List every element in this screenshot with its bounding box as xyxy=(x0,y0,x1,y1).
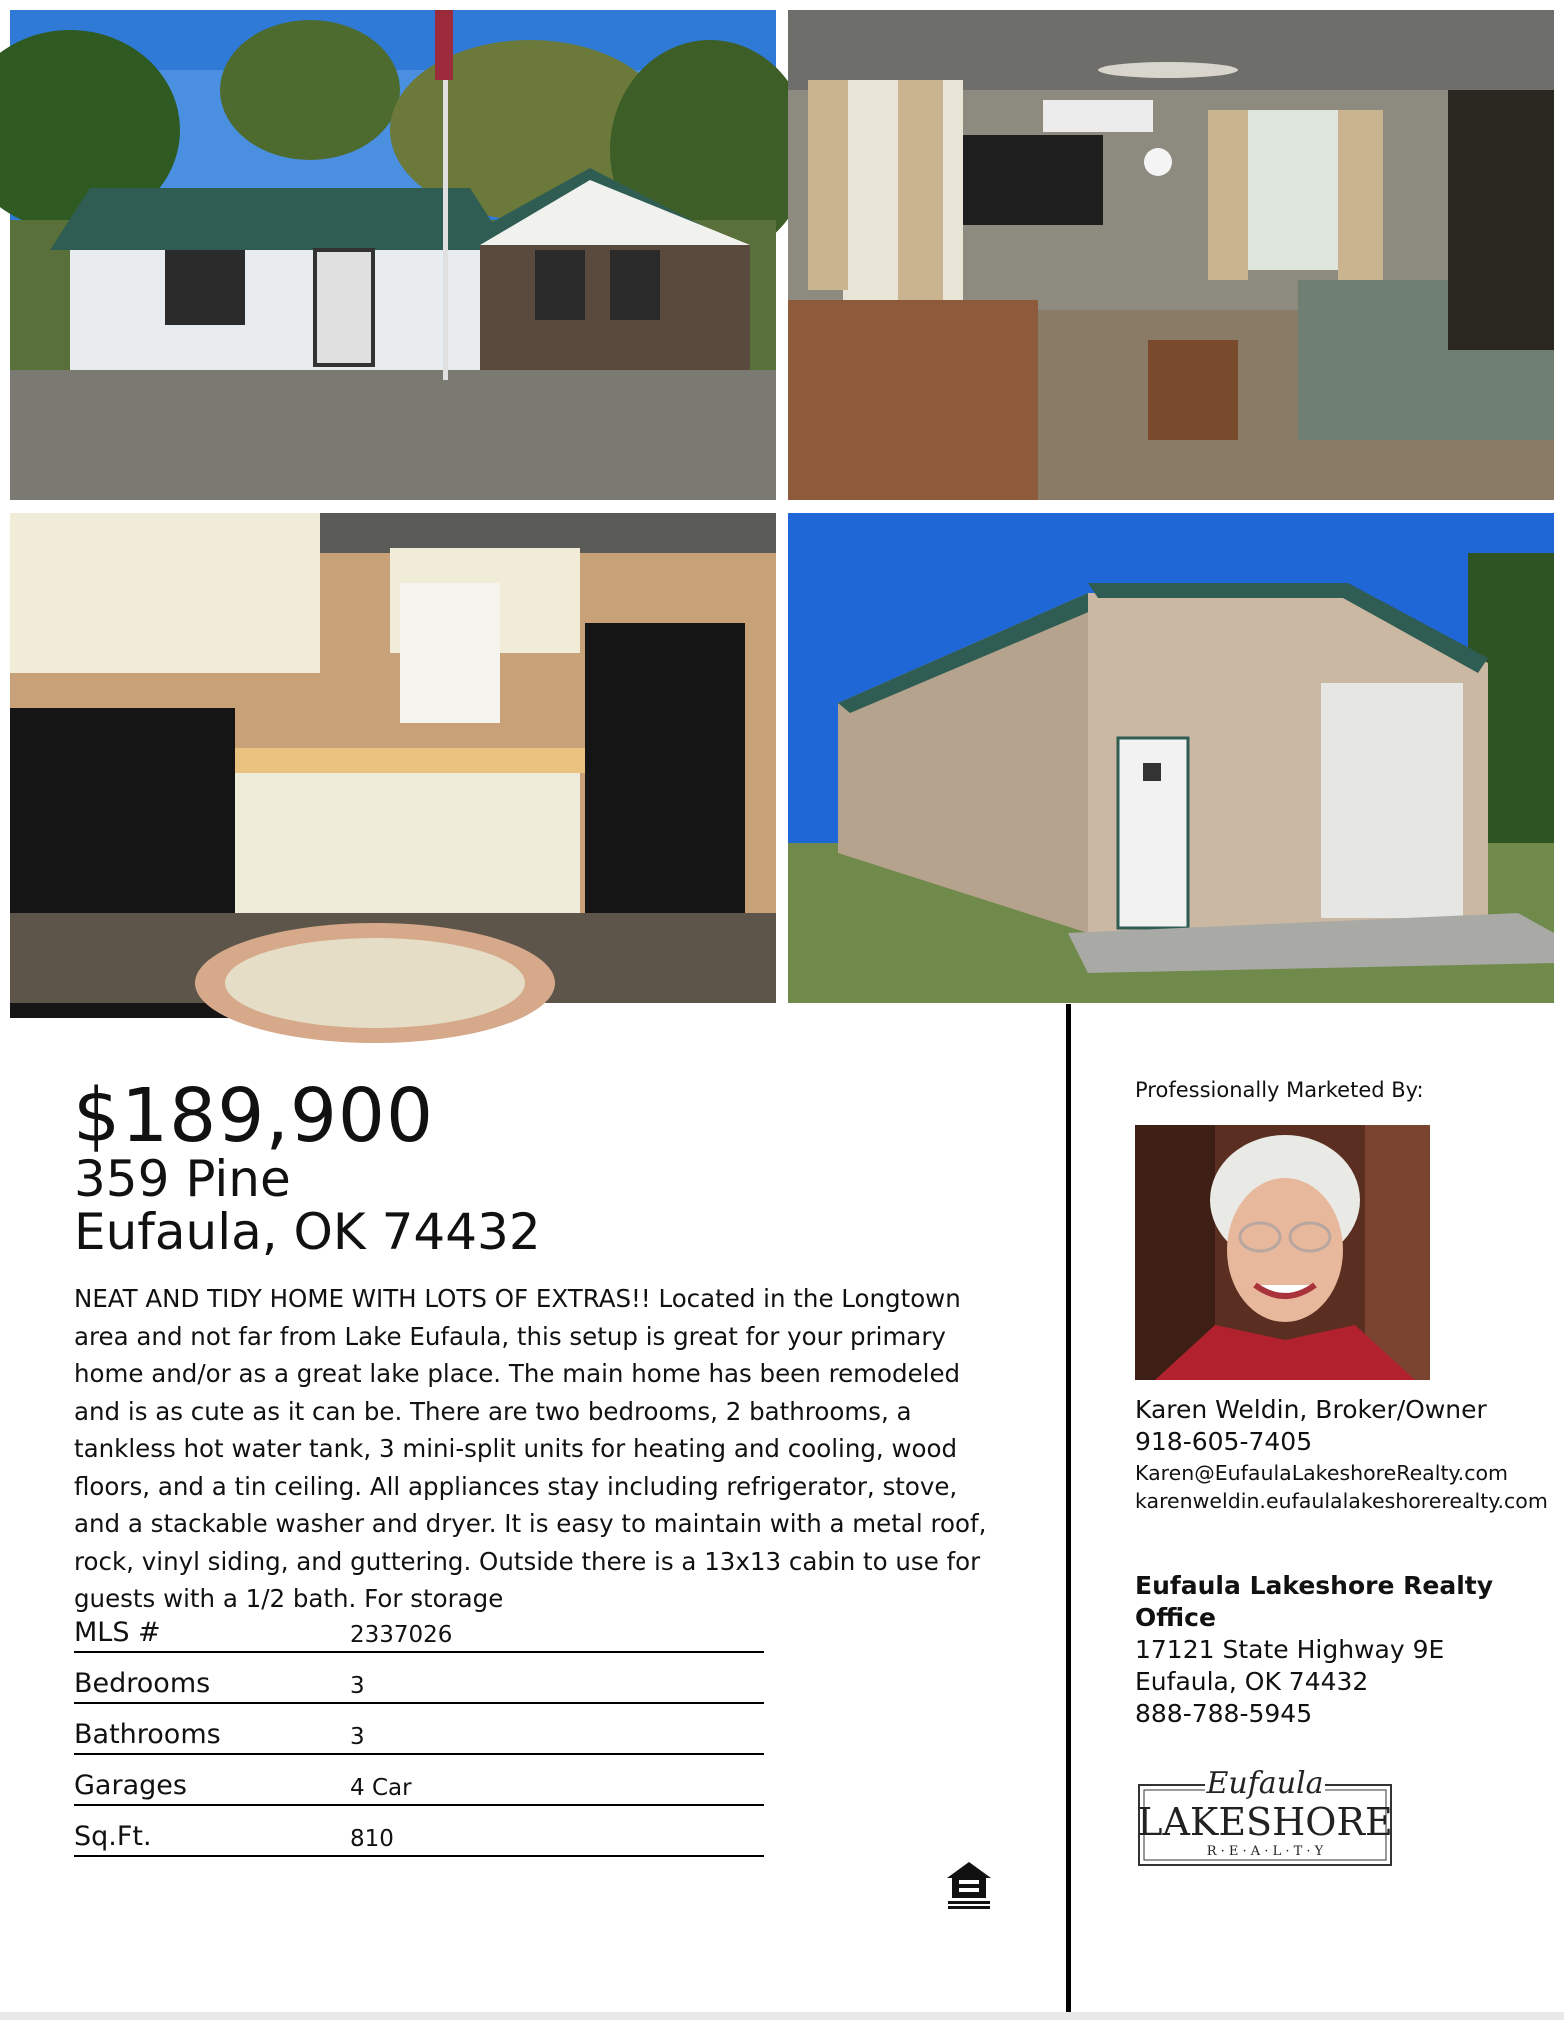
office-name: Eufaula Lakeshore Realty Office xyxy=(1135,1571,1494,1632)
page-bottom-strip xyxy=(0,2012,1564,2020)
fact-value: 2337026 xyxy=(350,1622,453,1648)
agent-name: Karen Weldin, Broker/Owner xyxy=(1135,1395,1487,1424)
fact-label: Sq.Ft. xyxy=(74,1821,152,1852)
fact-value: 4 Car xyxy=(350,1775,412,1801)
brokerage-logo xyxy=(1135,1755,1395,1870)
listing-address-street: 359 Pine xyxy=(74,1150,291,1208)
office-address-city: Eufaula, OK 74432 xyxy=(1135,1667,1369,1696)
photo-house-exterior xyxy=(10,10,776,500)
fact-label: Bathrooms xyxy=(74,1719,221,1750)
listing-address-city: Eufaula, OK 74432 xyxy=(74,1203,541,1261)
agent-phone[interactable]: 918-605-7405 xyxy=(1135,1427,1313,1456)
agent-photo xyxy=(1135,1125,1430,1380)
agent-website[interactable]: karenweldin.eufaulalakeshorerealty.com xyxy=(1135,1489,1548,1513)
fact-row-garages xyxy=(74,1755,764,1806)
photo-garage xyxy=(788,513,1554,1003)
office-phone[interactable]: 888-788-5945 xyxy=(1135,1699,1313,1728)
logo-script-text: Eufaula xyxy=(1206,1766,1324,1801)
listing-facts-table xyxy=(74,1602,764,1857)
fact-row-mls xyxy=(74,1602,764,1653)
listing-description: NEAT AND TIDY HOME WITH LOTS OF EXTRAS!! Located in the Longtown area and not far from Lake Eufaula, this setup is great for your primary home and/or as a great lake place. The main home has been remodeled and is as cute as it can be. There are two bedrooms, 2 bathrooms, a tankless hot water tank, 3 mini-split units for heating and cooling, wood floors, and a tin ceiling. All appliances stay including refrigerator, stove, and a stackable washer and dryer. It is easy to maintain with a metal roof, rock, vinyl siding, and guttering. Outside there is a 13x13 cabin to use for guests with a 1/2 bath. For storage xyxy=(74,1284,987,1613)
logo-main-text: LAKESHORE xyxy=(1137,1800,1393,1844)
column-divider xyxy=(1066,1004,1071,2012)
fact-value: 3 xyxy=(350,1673,365,1699)
logo-sub-text: R · E · A · L · T · Y xyxy=(1206,1844,1324,1859)
agent-email[interactable]: Karen@EufaulaLakeshoreRealty.com xyxy=(1135,1461,1508,1485)
office-address-street: 17121 State Highway 9E xyxy=(1135,1635,1445,1664)
fact-row-sqft xyxy=(74,1806,764,1857)
marketed-by-label: Professionally Marketed By: xyxy=(1135,1078,1424,1102)
fact-value: 3 xyxy=(350,1724,365,1750)
fact-row-bathrooms xyxy=(74,1704,764,1755)
fact-label: Bedrooms xyxy=(74,1668,211,1699)
photo-kitchen xyxy=(10,513,776,1003)
fact-row-bedrooms xyxy=(74,1653,764,1704)
fact-value: 810 xyxy=(350,1826,394,1852)
fact-label: MLS # xyxy=(74,1617,161,1648)
photo-living-room xyxy=(788,10,1554,500)
fact-label: Garages xyxy=(74,1770,187,1801)
listing-price: $189,900 xyxy=(73,1073,435,1159)
equal-housing-opportunity-icon xyxy=(944,1860,994,1910)
